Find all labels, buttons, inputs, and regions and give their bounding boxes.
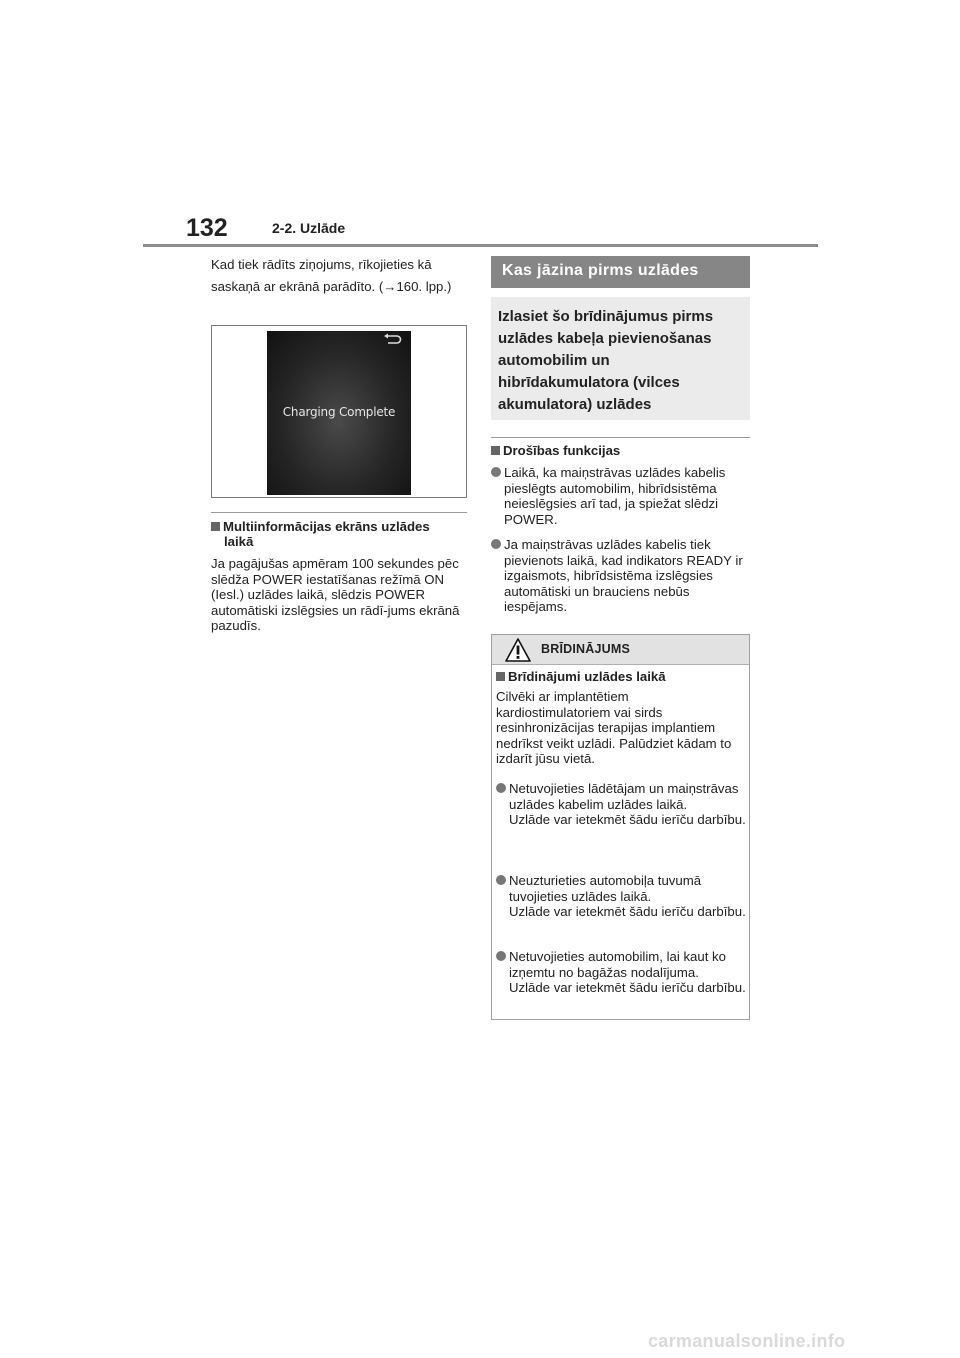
return-arrow-icon (382, 333, 404, 345)
warning-paragraph: Cilvēki ar implantētiem kardiostimulatoriem vai sirds resinhronizācijas terapijas implantiem nedrīkst veikt uzlādi. Palūdziet kādam to izdarīt jūsu vietā. (496, 689, 732, 767)
heading-precautions-charging: Brīdinājumi uzlādes laikā (496, 669, 666, 684)
list-item: Neuzturieties automobiļa tuvumā tuvojieties uzlādes laikā. Uzlāde var ietekmēt šādu ierīču darbību. (496, 873, 746, 920)
paragraph-power-switch: Ja pagājušas apmēram 100 sekundes pēc slēdža POWER iestatīšanas režīmā ON (Iesl.) uzlādes laikā, slēdzis POWER automātiski izslēgsies un rādī-jums ekrānā pazudīs. (211, 556, 460, 634)
bullet-dot-icon (496, 875, 506, 885)
section-banner-title: Kas jāzina pirms uzlādes (502, 262, 699, 279)
bullet-dot-icon (496, 951, 506, 961)
heading-multi-info-display: Multiinformācijas ekrāns uzlādes laikā (211, 519, 469, 549)
list-item: Laikā, ka maiņstrāvas uzlādes kabelis pieslēgts automobilim, hibrīdsistēma neieslēgsies arī tad, ja spiežat slēdzi POWER. (491, 465, 749, 527)
divider (211, 512, 467, 513)
bullet-dot-icon (496, 783, 506, 793)
intro-paragraph: Kad tiek rādīts ziņojums, rīkojieties kā saskaņā ar ekrānā parādīto. (→160. lpp.) (211, 257, 452, 294)
warning-triangle-icon (505, 638, 531, 662)
square-bullet-icon (491, 446, 500, 455)
square-bullet-icon (496, 672, 505, 681)
section-title: 2-2. Uzlāde (272, 220, 346, 236)
bullet-dot-icon (491, 467, 501, 477)
watermark: carmanualsonline.info (648, 1331, 846, 1351)
notice-box-text: Izlasiet šo brīdinājumus pirms uzlādes kabeļa pievienošanas automobilim un hibrīdakumulatora (vilces akumulatora) uzlādes (498, 308, 714, 413)
page-number: 132 (186, 214, 228, 242)
list-item: Netuvojieties lādētājam un maiņstrāvas uzlādes kabelim uzlādes laikā. Uzlāde var ietekmēt šādu ierīču darbību. (496, 781, 746, 828)
list-item: Netuvojieties automobilim, lai kaut ko izņemtu no bagāžas nodalījuma. Uzlāde var ietekmēt šādu ierīču darbību. (496, 949, 746, 996)
divider (491, 437, 750, 438)
header-rule (143, 244, 818, 247)
warning-title: BRĪDINĀJUMS (541, 642, 631, 656)
bullet-dot-icon (491, 539, 501, 549)
charging-complete-message: Charging Complete (282, 405, 396, 419)
list-item: Ja maiņstrāvas uzlādes kabelis tiek pievienots laikā, kad indikators READY ir izgaismots, hibrīdsistēma izslēgsies automātiski un brauciens nebūs iespējams. (491, 537, 749, 615)
square-bullet-icon (211, 522, 220, 531)
heading-safety-functions: Drošības funkcijas (491, 443, 620, 458)
